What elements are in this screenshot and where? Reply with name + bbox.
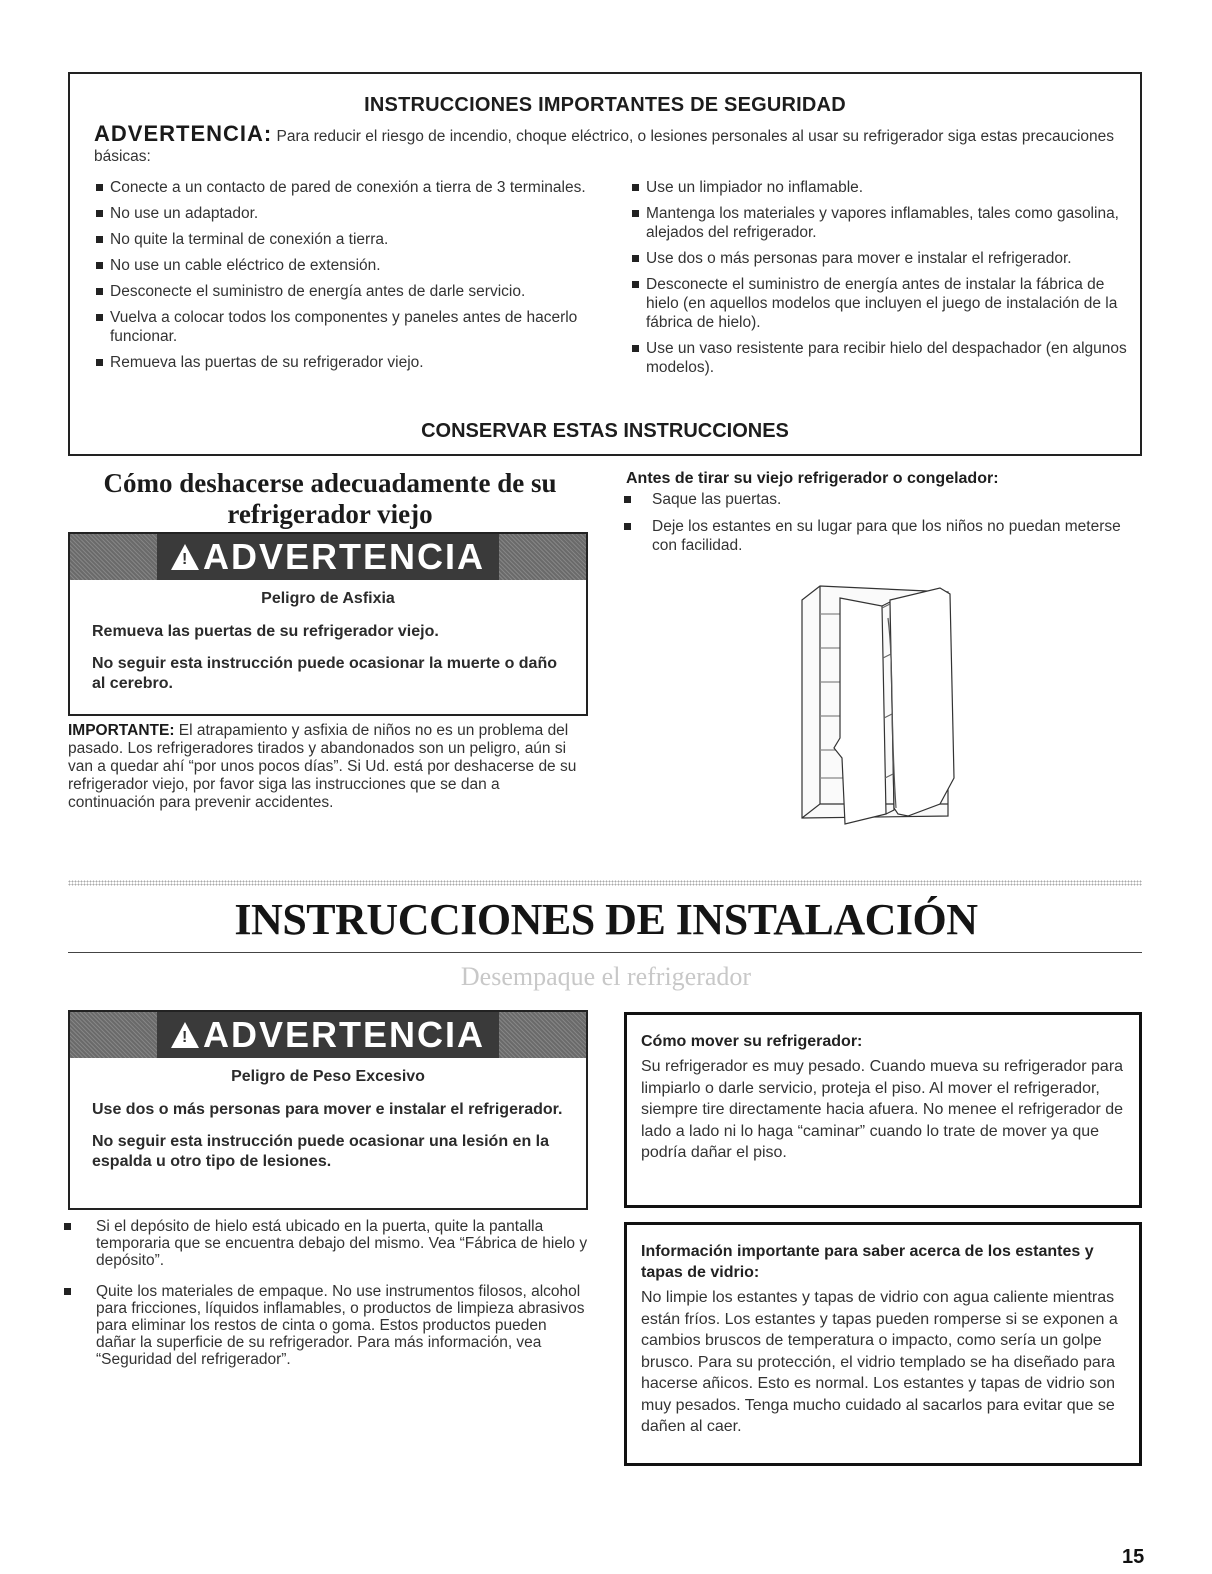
warning-triangle-icon: ! [171, 1022, 199, 1048]
moving-refrigerator-box [624, 1012, 1142, 1208]
warning-banner-label: ADVERTENCIA [202, 536, 485, 577]
before-disposal-list [620, 490, 1142, 563]
refrigerator-doors-removed-illustration [790, 578, 960, 828]
bullet-square-icon [96, 184, 103, 191]
warning-banner-label: ADVERTENCIA [202, 1014, 485, 1055]
bullet-square-icon [632, 281, 639, 288]
list-item: Saque las puertas. [620, 490, 1142, 509]
dotted-separator [68, 880, 1142, 886]
unpack-instructions-list [60, 1218, 590, 1382]
bullet-square-icon [96, 314, 103, 321]
moving-box-body: Su refrigerador es muy pesado. Cuando mueva su refrigerador para limpiarlo o darle servicio, proteja el piso. Al mover el refrigerador, siempre tire directamente hacia afuera. No menee el refrigerador de lado a lado ni lo haga “caminar” cuando lo trate de mover ya que podría dañar el piso. [641, 1058, 1124, 1161]
warning-triangle-icon: ! [171, 544, 199, 570]
list-item: Mantenga los materiales y vapores inflamables, tales como gasolina, alejados del refrigerador. [630, 204, 1130, 242]
warning-consequence: No seguir esta instrucción puede ocasionar la muerte o daño al cerebro. [92, 655, 557, 692]
list-item: No use un cable eléctrico de extensión. [94, 256, 604, 275]
list-item: Quite los materiales de empaque. No use instrumentos filosos, alcohol para fricciones, líquidos inflamables, o productos de limpieza abrasivos para eliminar los restos de cinta o goma. Estos productos pueden dañar la superficie de su refrigerador. Para más información, vea “Seguridad del refrigerador”. [60, 1283, 590, 1368]
bullet-square-icon [96, 359, 103, 366]
warning-banner [70, 534, 586, 580]
bullet-square-icon [624, 523, 631, 530]
list-item: Use un limpiador no inflamable. [630, 178, 1130, 197]
glass-box-body: No limpie los estantes y tapas de vidrio con agua caliente mientras están fríos. Los estantes y tapas pueden romperse si se exponen a cambios bruscos de temperatura o impacto, como sería un golpe brusco. Para su protección, el vidrio templado se ha diseñado para hacerse añicos. Esto es normal. Los estantes y tapas de vidrio son muy pesados. Tenga mucho cuidado al sacarlos para evitar que se dañen al caer. [641, 1289, 1118, 1435]
list-item: Desconecte el suministro de energía antes de darle servicio. [94, 282, 604, 301]
important-text: El atrapamiento y asfixia de niños no es un problema del pasado. Los refrigeradores tirados y abandonados son un peligro, aún si van a quedar ahí “por unos pocos días”. Si Ud. está por deshacerse de su refrigerador viejo, por favor siga las instrucciones que se dan a continuación para prevenir accidentes. [68, 722, 577, 811]
safety-left-list [94, 178, 604, 379]
bullet-square-icon [96, 210, 103, 217]
glass-shelves-info-box [624, 1222, 1142, 1466]
safety-lead: ADVERTENCIA: [94, 121, 273, 146]
bullet-square-icon [96, 236, 103, 243]
warning-instruction: Remueva las puertas de su refrigerador viejo. [92, 623, 439, 640]
warning-title: Peligro de Asfixia [261, 590, 395, 607]
page-number: 15 [1122, 1546, 1145, 1568]
list-item: No use un adaptador. [94, 204, 604, 223]
bullet-square-icon [96, 262, 103, 269]
bullet-square-icon [632, 255, 639, 262]
list-item: Conecte a un contacto de pared de conexión a tierra de 3 terminales. [94, 178, 604, 197]
warning-title: Peligro de Peso Excesivo [231, 1068, 425, 1085]
list-item: Remueva las puertas de su refrigerador viejo. [94, 353, 604, 372]
bullet-square-icon [632, 345, 639, 352]
bullet-square-icon [64, 1223, 71, 1230]
list-item: Use dos o más personas para mover e instalar el refrigerador. [630, 249, 1130, 268]
disposal-heading: Cómo deshacerse adecuadamente de su refrigerador viejo [103, 468, 557, 529]
before-disposal-heading: Antes de tirar su viejo refrigerador o congelador: [626, 470, 999, 487]
warning-banner [70, 1012, 586, 1058]
bullet-square-icon [96, 288, 103, 295]
warning-consequence: No seguir esta instrucción puede ocasionar una lesión en la espalda u otro tipo de lesiones. [92, 1133, 550, 1170]
list-item: Deje los estantes en su lugar para que los niños no puedan meterse con facilidad. [620, 517, 1142, 555]
installation-title: INSTRUCCIONES DE INSTALACIÓN [234, 895, 978, 944]
safety-title: INSTRUCCIONES IMPORTANTES DE SEGURIDAD [364, 94, 846, 116]
moving-box-heading: Cómo mover su refrigerador: [641, 1033, 863, 1050]
safety-right-list [630, 178, 1130, 384]
warning-instruction: Use dos o más personas para mover e instalar el refrigerador. [92, 1101, 563, 1118]
list-item: Vuelva a colocar todos los componentes y paneles antes de hacerlo funcionar. [94, 308, 604, 346]
list-item: Si el depósito de hielo está ubicado en la puerta, quite la pantalla temporaria que se encuentra debajo del mismo. Vea “Fábrica de hielo y depósito”. [60, 1218, 590, 1269]
bullet-square-icon [64, 1288, 71, 1295]
list-item: Desconecte el suministro de energía antes de instalar la fábrica de hielo (en aquellos modelos que incluyen el juego de instalación de la fábrica de hielo). [630, 275, 1130, 332]
safety-instructions-box [68, 72, 1142, 456]
glass-box-heading: Información importante para saber acerca de los estantes y tapas de vidrio: [641, 1243, 1094, 1281]
excessive-weight-warning-box [68, 1010, 588, 1210]
safety-intro [94, 121, 1116, 167]
title-rule [68, 952, 1142, 953]
list-item: No quite la terminal de conexión a tierra. [94, 230, 604, 249]
safety-intro-text: Para reducir el riesgo de incendio, choque eléctrico, o lesiones personales al usar su refrigerador siga estas precauciones básicas: [94, 128, 1115, 165]
bullet-square-icon [624, 496, 631, 503]
important-lead: IMPORTANTE: [68, 722, 175, 739]
unpack-heading: Desempaque el refrigerador [460, 962, 752, 991]
list-item: Use un vaso resistente para recibir hielo del despachador (en algunos modelos). [630, 339, 1130, 377]
important-paragraph [68, 722, 588, 812]
asphyxiation-warning-box [68, 532, 588, 716]
bullet-square-icon [632, 184, 639, 191]
bullet-square-icon [632, 210, 639, 217]
safety-footer: CONSERVAR ESTAS INSTRUCCIONES [421, 420, 789, 442]
